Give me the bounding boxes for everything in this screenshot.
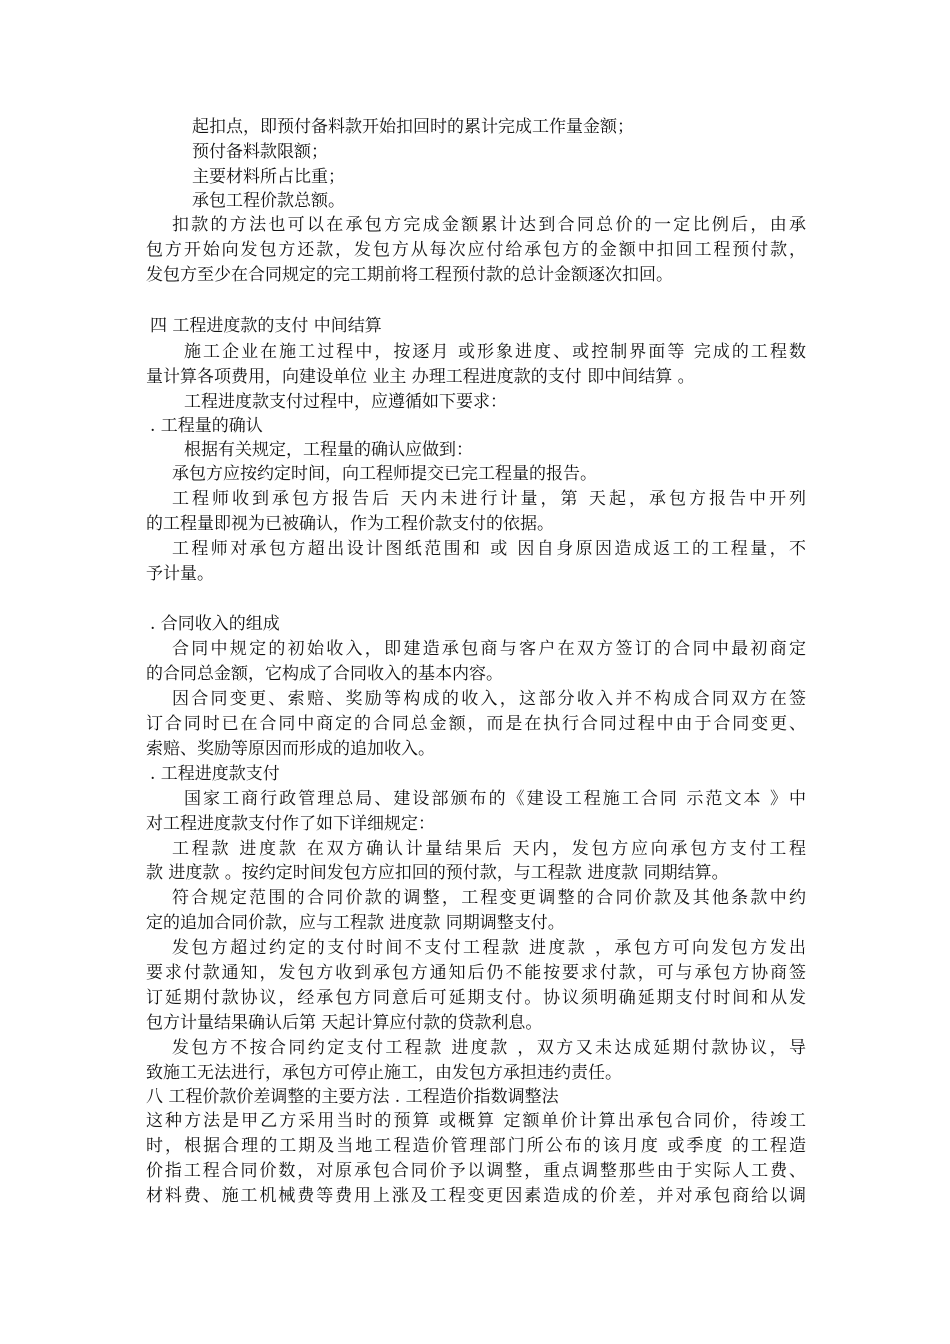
text-line: 发包方不按合同约定支付工程款 进度款 ，双方又未达成延期付款协议，导 [172,1038,806,1058]
text-line: 国家工商行政管理总局、建设部颁布的《建设工程施工合同 示范文本 》中 [184,789,806,809]
text-line: 对工程进度款支付作了如下详细规定： [146,814,435,834]
subsection-heading: . 合同收入的组成 [150,614,280,634]
text-line: 施工企业在施工过程中，按逐月 或形象进度、或控制界面等 完成的工程数 [184,342,806,362]
text-line: 预付备料款限额； [192,142,328,162]
text-line: 予计量。 [146,564,214,584]
text-line: 承包方应按约定时间，向工程师提交已完工程量的报告。 [172,464,597,484]
subsection-heading: . 工程量的确认 [150,416,263,436]
text-line: 发包方至少在合同规定的完工期前将工程预付款的总计金额逐次扣回。 [146,265,673,285]
text-line: 包方计量结果确认后第 天起计算应付款的贷款利息。 [146,1013,543,1033]
text-line: 承包工程价款总额。 [192,191,345,211]
text-line: 索赔、奖励等原因而形成的追加收入。 [146,739,435,759]
text-line: 量计算各项费用，向建设单位 业主 办理工程进度款的支付 即中间结算 。 [146,367,695,387]
text-line: 工程进度款支付过程中，应遵循如下要求： [184,392,507,412]
text-line: 定的追加合同价款，应与工程款 进度款 同期调整支付。 [146,913,565,933]
text-line: 发包方超过约定的支付时间不支付工程款 进度款 ，承包方可向发包方发出 [172,938,806,958]
text-line: 因合同变更、索赔、奖励等构成的收入，这部分收入并不构成合同双方在签 [172,689,806,709]
text-line: 材料费、施工机械费等费用上涨及工程变更因素造成的价差，并对承包商给以调 [146,1186,806,1206]
text-line: 工程师对承包方超出设计图纸范围和 或 因自身原因造成返工的工程量，不 [172,539,806,559]
text-line: 扣款的方法也可以在承包方完成金额累计达到合同总价的一定比例后，由承 [172,215,806,235]
text-line: 合同中规定的初始收入，即建造承包商与客户在双方签订的合同中最初商定 [172,639,806,659]
text-line: 时，根据合理的工期及当地工程造价管理部门所公布的该月度 或季度 的工程造 [146,1136,806,1156]
text-line: 这种方法是甲乙方采用当时的预算 或概算 定额单价计算出承包合同价，待竣工 [146,1111,806,1131]
text-line: 订合同时已在合同中商定的合同总金额，而是在执行合同过程中由于合同变更、 [146,714,806,734]
section-heading: 四 工程进度款的支付 中间结算 [150,316,382,336]
text-line: 工程款 进度款 在双方确认计量结果后 天内，发包方应向承包方支付工程 [172,839,806,859]
section-heading: 八 工程价款价差调整的主要方法 . 工程造价指数调整法 [146,1087,559,1107]
text-line: 符合规定范围的合同价款的调整，工程变更调整的合同价款及其他条款中约 [172,888,806,908]
text-line: 要求付款通知，发包方收到承包方通知后仍不能按要求付款，可与承包方协商签 [146,963,806,983]
text-line: 起扣点，即预付备料款开始扣回时的累计完成工作量金额； [192,117,634,137]
text-line: 根据有关规定，工程量的确认应做到： [184,440,473,460]
text-line: 的合同总金额，它构成了合同收入的基本内容。 [146,664,503,684]
text-line: 价指工程合同价数，对原承包合同价予以调整，重点调整那些由于实际人工费、 [146,1161,806,1181]
text-line: 的工程量即视为已被确认，作为工程价款支付的依据。 [146,514,554,534]
text-line: 包方开始向发包方还款，发包方从每次应付给承包方的金额中扣回工程预付款， [146,240,806,260]
text-line: 主要材料所占比重； [192,167,345,187]
subsection-heading: . 工程进度款支付 [150,764,280,784]
text-line: 款 进度款 。按约定时间发包方应扣回的预付款，与工程款 进度款 同期结算。 [146,863,729,883]
text-line: 订延期付款协议，经承包方同意后可延期支付。协议须明确延期支付时间和从发 [146,988,806,1008]
text-line: 工程师收到承包方报告后 天内未进行计量，第 天起，承包方报告中开列 [172,489,806,509]
text-line: 致施工无法进行，承包方可停止施工，由发包方承担违约责任。 [146,1063,622,1083]
